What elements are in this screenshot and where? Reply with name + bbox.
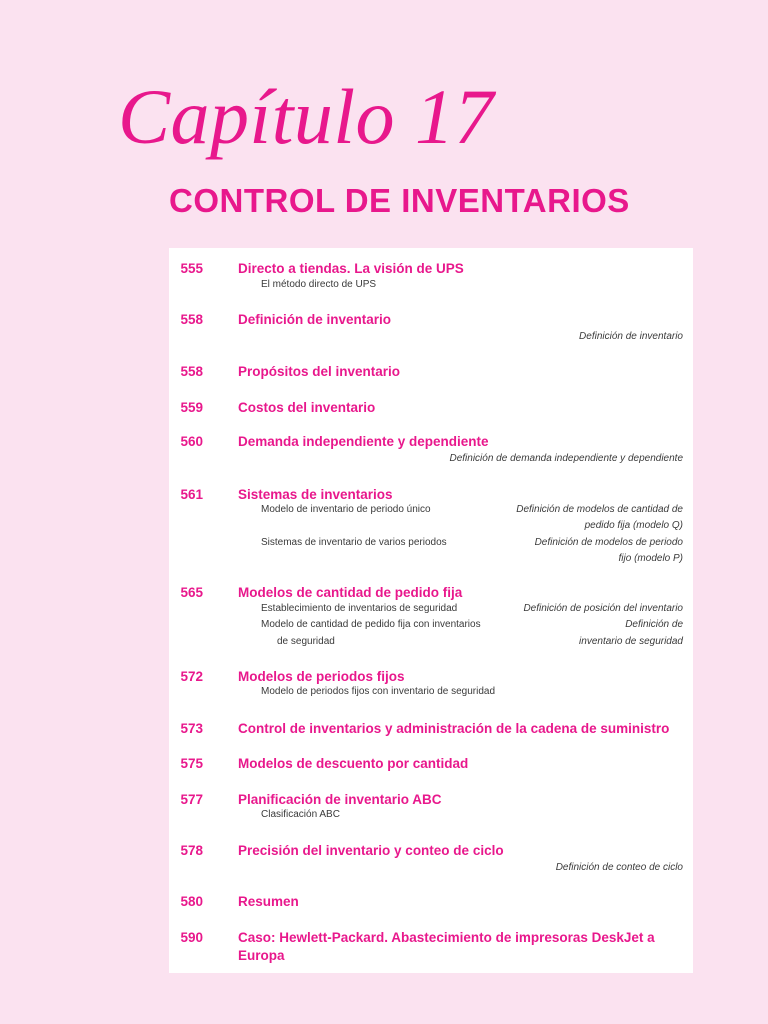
chapter-title: Capítulo 17 [118, 73, 495, 160]
toc-page-number: 555 [180, 261, 203, 276]
toc-section-title: Modelos de cantidad de pedido fija [238, 585, 463, 600]
toc-subsection: Sistemas de inventario de varios periodos [261, 537, 447, 548]
toc-definition: Definición de posición del inventario [523, 603, 683, 614]
toc-section-title: Control de inventarios y administración de la cadena de suministro [238, 721, 670, 736]
toc-subsection: Clasificación ABC [261, 809, 340, 820]
toc-section-title: Modelos de periodos fijos [238, 669, 405, 684]
toc-subsection: Modelo de inventario de periodo único [261, 504, 431, 515]
toc-page-number: 559 [180, 400, 203, 415]
toc-subsection: de seguridad [277, 636, 335, 647]
toc-definition: fijo (modelo P) [618, 553, 683, 564]
toc-section-title: Modelos de descuento por cantidad [238, 756, 469, 771]
toc-page-number: 578 [180, 843, 203, 858]
toc-subsection: Modelo de cantidad de pedido fija con inventarios [261, 619, 481, 630]
toc-subsection: Modelo de periodos fijos con inventario de seguridad [261, 686, 496, 697]
chapter-subtitle: CONTROL DE INVENTARIOS [169, 182, 630, 219]
toc-subsection: El método directo de UPS [261, 279, 377, 290]
toc-definition: inventario de seguridad [579, 636, 683, 647]
toc-definition: pedido fija (modelo Q) [584, 520, 683, 531]
toc-page-number: 590 [180, 930, 203, 945]
toc-section-title: Demanda independiente y dependiente [238, 434, 489, 449]
toc-subsection: Establecimiento de inventarios de seguridad [261, 603, 458, 614]
table-of-contents [169, 248, 693, 973]
toc-definition: Definición de conteo de ciclo [555, 862, 683, 873]
toc-definition: Definición de demanda independiente y dependiente [449, 453, 683, 464]
toc-definition: Definición de modelos de periodo [534, 537, 683, 548]
toc-page-number: 561 [180, 487, 203, 502]
toc-page-number: 572 [180, 669, 203, 684]
toc-page-number: 560 [180, 434, 203, 449]
toc-definition: Definición de modelos de cantidad de [516, 504, 683, 515]
toc-section-title: Caso: Hewlett-Packard. Abastecimiento de impresoras DeskJet a Europa [238, 930, 655, 963]
toc-page-number: 573 [180, 721, 203, 736]
toc-page-number: 558 [180, 364, 203, 379]
toc-page-number: 558 [180, 312, 203, 327]
toc-page-number: 575 [180, 756, 203, 771]
toc-section-title: Directo a tiendas. La visión de UPS [238, 261, 464, 276]
toc-section-title: Planificación de inventario ABC [238, 792, 442, 807]
toc-page-number: 577 [180, 792, 203, 807]
toc-section-title: Propósitos del inventario [238, 364, 401, 379]
toc-definition: Definición de inventario [579, 331, 683, 342]
toc-page-number: 565 [180, 585, 203, 600]
toc-definition: Definición de [625, 619, 683, 630]
toc-section-title: Costos del inventario [238, 400, 376, 415]
toc-section-title: Definición de inventario [238, 312, 392, 327]
toc-page-number: 580 [180, 894, 203, 909]
toc-section-title: Resumen [238, 894, 299, 909]
toc-section-title: Precisión del inventario y conteo de ciclo [238, 843, 504, 858]
toc-section-title: Sistemas de inventarios [238, 487, 393, 502]
